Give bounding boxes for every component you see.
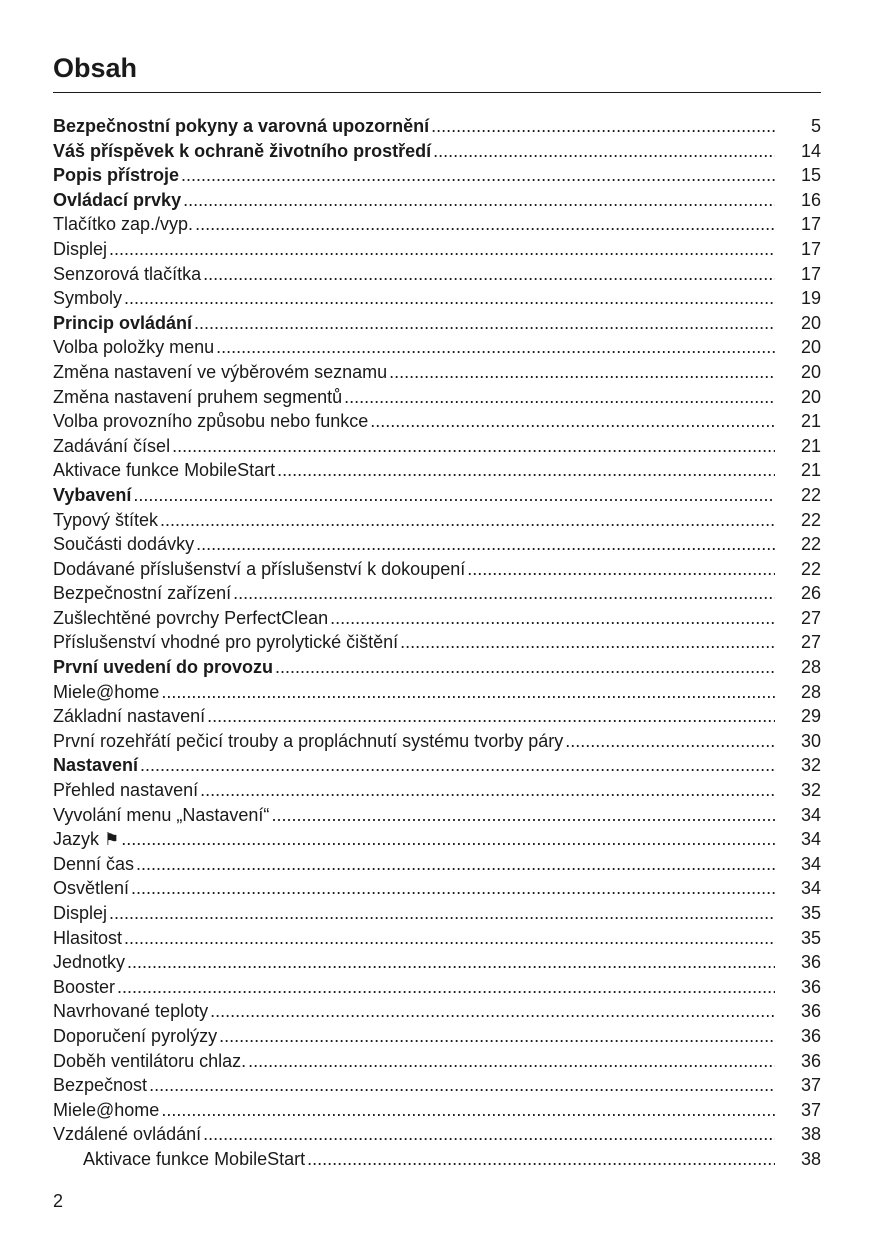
flag-icon: ⚑ bbox=[104, 830, 120, 850]
toc-entry-label bbox=[53, 139, 431, 164]
toc-entry-label bbox=[53, 999, 208, 1024]
toc-entry-label bbox=[53, 360, 387, 385]
toc-entry[interactable] bbox=[53, 458, 821, 483]
toc-entry-label bbox=[53, 335, 214, 360]
toc-entry[interactable] bbox=[53, 508, 821, 533]
toc-entry[interactable] bbox=[53, 360, 821, 385]
toc-entry-text: Ovládací prvky bbox=[53, 189, 182, 210]
toc-entry-text: Aktivace funkce MobileStart bbox=[83, 1148, 306, 1169]
toc-leader-dots bbox=[181, 163, 775, 188]
toc-entry[interactable] bbox=[53, 581, 821, 606]
toc-leader-dots bbox=[467, 557, 775, 582]
toc-leader-dots bbox=[344, 385, 775, 410]
toc-entry-label bbox=[53, 950, 125, 975]
toc-entry[interactable] bbox=[53, 1073, 821, 1098]
toc-entry-page: 16 bbox=[800, 189, 821, 210]
toc-entry-text: Vzdálené ovládání bbox=[53, 1124, 202, 1145]
toc-entry-page: 35 bbox=[800, 903, 821, 923]
toc-leader-dots bbox=[370, 409, 775, 434]
toc-entry-text: Popis přístroje bbox=[53, 165, 180, 186]
toc-entry-text: Vybavení bbox=[53, 484, 132, 505]
toc-leader-dots bbox=[210, 999, 775, 1024]
toc-entry-page: 17 bbox=[800, 263, 821, 284]
toc-entry-label bbox=[53, 1073, 147, 1098]
toc-leader-dots bbox=[161, 680, 775, 705]
toc-entry-text: Princip ovládání bbox=[53, 312, 193, 333]
toc-entry-page: 5 bbox=[810, 116, 821, 136]
toc-leader-dots bbox=[248, 1049, 775, 1074]
toc-leader-dots bbox=[431, 114, 775, 139]
toc-entry[interactable] bbox=[53, 655, 821, 680]
toc-entry-text: Miele@home bbox=[53, 681, 160, 702]
page-title: Obsah bbox=[53, 53, 138, 83]
toc-leader-dots bbox=[275, 655, 775, 680]
toc-entry[interactable] bbox=[53, 876, 821, 901]
toc-entry-text: Vyvolání menu „Nastavení“ bbox=[53, 804, 270, 825]
toc-entry-page: 38 bbox=[800, 1124, 821, 1145]
toc-entry-text: Tlačítko zap./vyp. bbox=[53, 214, 194, 235]
toc-entry[interactable] bbox=[53, 1147, 821, 1172]
toc-leader-dots bbox=[172, 434, 775, 459]
toc-entry-page: 17 bbox=[800, 214, 821, 235]
toc-entry-text: Typový štítek bbox=[53, 509, 159, 530]
toc-entry[interactable] bbox=[53, 434, 821, 459]
toc-entry-text: Navrhované teploty bbox=[53, 1001, 209, 1022]
toc-entry-label bbox=[53, 532, 194, 557]
toc-entry-page: 36 bbox=[800, 1001, 821, 1022]
toc-entry-text: Doporučení pyrolýzy bbox=[53, 1025, 218, 1046]
toc-entry-label bbox=[53, 1147, 305, 1172]
toc-leader-dots bbox=[140, 753, 775, 778]
toc-entry-page: 27 bbox=[800, 607, 821, 628]
toc-entry[interactable] bbox=[53, 163, 821, 188]
toc-entry-text: Zadávání čísel bbox=[53, 435, 171, 456]
toc-leader-dots bbox=[219, 1024, 775, 1049]
toc-entry-text: Bezpečnostní zařízení bbox=[53, 583, 232, 604]
toc-entry-page: 32 bbox=[800, 755, 821, 776]
toc-leader-dots bbox=[565, 729, 775, 754]
toc-entry-text: Nastavení bbox=[53, 755, 139, 776]
toc-entry-label bbox=[53, 163, 179, 188]
toc-leader-dots bbox=[200, 778, 775, 803]
toc-entry-label bbox=[53, 606, 328, 631]
toc-entry-label bbox=[53, 212, 193, 237]
toc-entry[interactable] bbox=[53, 901, 821, 926]
toc-entry-page: 22 bbox=[800, 509, 821, 530]
toc-entry-text: První rozehřátí pečicí trouby a propláchnutí systému tvorby páry bbox=[53, 730, 564, 751]
toc-entry-page: 28 bbox=[800, 657, 821, 678]
toc-entry-text: Denní čas bbox=[53, 853, 135, 874]
toc-entry-page: 22 bbox=[800, 534, 821, 555]
toc-entry-page: 21 bbox=[800, 460, 821, 481]
toc-entry-text: Hlasitost bbox=[53, 927, 123, 948]
toc-entry-label bbox=[53, 581, 231, 606]
toc-entry-page: 36 bbox=[800, 952, 821, 973]
toc-leader-dots bbox=[203, 1122, 775, 1147]
toc-entry-text: Doběh ventilátoru chlaz. bbox=[53, 1050, 247, 1071]
toc-entry-page: 36 bbox=[800, 1025, 821, 1046]
toc-entry[interactable] bbox=[53, 704, 821, 729]
toc-entry[interactable] bbox=[53, 532, 821, 557]
toc-entry-label bbox=[53, 557, 465, 582]
toc-entry-page: 21 bbox=[800, 411, 821, 432]
toc-entry-page: 34 bbox=[800, 853, 821, 874]
toc-entry-page: 36 bbox=[800, 1050, 821, 1071]
toc-leader-dots bbox=[330, 606, 775, 631]
title-divider bbox=[53, 92, 821, 93]
toc-entry[interactable] bbox=[53, 139, 821, 164]
toc-entry[interactable] bbox=[53, 630, 821, 655]
toc-entry-label bbox=[53, 753, 138, 778]
toc-leader-dots bbox=[133, 483, 775, 508]
toc-leader-dots bbox=[183, 188, 775, 213]
toc-entry-page: 35 bbox=[800, 927, 821, 948]
toc-entry-label bbox=[53, 458, 275, 483]
toc-entry-label bbox=[53, 188, 181, 213]
toc-entry-page: 30 bbox=[800, 730, 821, 751]
toc-leader-dots bbox=[233, 581, 775, 606]
toc-entry-text: Senzorová tlačítka bbox=[53, 263, 202, 284]
toc-entry-label bbox=[53, 630, 398, 655]
toc-entry[interactable] bbox=[53, 606, 821, 631]
toc-entry[interactable] bbox=[53, 999, 821, 1024]
toc-entry[interactable] bbox=[53, 188, 821, 213]
toc-entry[interactable] bbox=[53, 753, 821, 778]
toc-entry-label bbox=[53, 237, 107, 262]
toc-entry-label bbox=[53, 680, 159, 705]
toc-leader-dots bbox=[136, 852, 775, 877]
toc-entry-page: 32 bbox=[800, 780, 821, 801]
toc-entry[interactable] bbox=[53, 335, 821, 360]
toc-entry-page: 20 bbox=[800, 361, 821, 382]
toc-entry-label bbox=[53, 1049, 246, 1074]
toc-entry[interactable] bbox=[53, 1122, 821, 1147]
toc-entry-page: 22 bbox=[800, 558, 821, 579]
toc-entry[interactable] bbox=[53, 557, 821, 582]
toc-entry-page: 34 bbox=[800, 804, 821, 825]
toc-entry-page: 22 bbox=[800, 484, 821, 505]
toc-entry-page: 19 bbox=[800, 288, 821, 309]
toc-entry[interactable] bbox=[53, 286, 821, 311]
toc-entry-text: Bezpečnostní pokyny a varovná upozornění bbox=[53, 116, 430, 136]
toc-entry-label bbox=[53, 483, 131, 508]
toc-entry-label bbox=[53, 876, 129, 901]
toc-leader-dots bbox=[109, 237, 775, 262]
toc-entry-label bbox=[53, 434, 170, 459]
toc-entry[interactable] bbox=[53, 1098, 821, 1123]
toc-leader-dots bbox=[400, 630, 775, 655]
toc-entry-label bbox=[53, 852, 134, 877]
toc-leader-dots bbox=[127, 950, 775, 975]
toc-leader-dots bbox=[160, 508, 775, 533]
toc-entry-label bbox=[53, 385, 342, 410]
toc-entry-page: 15 bbox=[800, 165, 821, 186]
toc-entry-text: Změna nastavení pruhem segmentů bbox=[53, 386, 343, 407]
toc-entry-text: Jazyk bbox=[53, 829, 100, 850]
toc-entry[interactable] bbox=[53, 311, 821, 336]
toc-leader-dots bbox=[389, 360, 775, 385]
toc-entry-page: 34 bbox=[800, 829, 821, 850]
toc-entry-page: 37 bbox=[800, 1099, 821, 1120]
toc-entry-page: 28 bbox=[800, 681, 821, 702]
toc-entry[interactable] bbox=[53, 409, 821, 434]
toc-entry-label bbox=[53, 262, 201, 287]
toc-entry[interactable] bbox=[53, 680, 821, 705]
toc-entry[interactable] bbox=[53, 852, 821, 877]
toc-entry-page: 14 bbox=[800, 140, 821, 161]
toc-leader-dots bbox=[124, 926, 775, 951]
toc-leader-dots bbox=[124, 286, 775, 311]
toc-entry-page: 26 bbox=[800, 583, 821, 604]
toc-entry-label bbox=[53, 778, 198, 803]
toc-entry-page: 20 bbox=[800, 337, 821, 358]
toc-entry-label bbox=[53, 827, 119, 853]
toc-entry-text: Přehled nastavení bbox=[53, 780, 199, 801]
toc-entry[interactable] bbox=[53, 114, 821, 139]
toc-entry-page: 37 bbox=[800, 1075, 821, 1096]
toc-leader-dots bbox=[307, 1147, 775, 1172]
toc-entry-text: Symboly bbox=[53, 288, 123, 309]
toc-entry-text: Volba provozního způsobu nebo funkce bbox=[53, 411, 369, 432]
toc-leader-dots bbox=[207, 704, 775, 729]
toc-leader-dots bbox=[149, 1073, 775, 1098]
toc-leader-dots bbox=[271, 803, 775, 828]
toc-entry-page: 34 bbox=[800, 878, 821, 899]
toc-entry-text: Displej bbox=[53, 903, 108, 923]
page-number: 2 bbox=[53, 1191, 64, 1211]
toc-entry-page: 17 bbox=[800, 238, 821, 259]
toc-entry[interactable] bbox=[53, 1024, 821, 1049]
toc-entry-label bbox=[53, 1122, 201, 1147]
toc-leader-dots bbox=[109, 901, 775, 926]
toc-entry-text: Základní nastavení bbox=[53, 706, 206, 727]
toc-entry-label bbox=[53, 1024, 217, 1049]
toc-entry[interactable] bbox=[53, 729, 821, 754]
toc-leader-dots bbox=[433, 139, 775, 164]
toc-entry-label bbox=[53, 508, 158, 533]
toc-leader-dots bbox=[203, 262, 775, 287]
toc-entry-text: Bezpečnost bbox=[53, 1075, 148, 1096]
toc-entry[interactable] bbox=[53, 975, 821, 1000]
toc-leader-dots bbox=[194, 311, 775, 336]
toc-entry-page: 38 bbox=[800, 1148, 821, 1169]
toc-leader-dots bbox=[121, 827, 775, 852]
toc-entry[interactable] bbox=[53, 262, 821, 287]
toc-entry-label bbox=[53, 901, 107, 926]
toc-leader-dots bbox=[196, 532, 775, 557]
toc-entry-text: Zušlechtěné povrchy PerfectClean bbox=[53, 607, 329, 628]
toc-leader-dots bbox=[131, 876, 775, 901]
toc-entry-page: 20 bbox=[800, 386, 821, 407]
toc-entry-text: Displej bbox=[53, 238, 108, 259]
toc-entry-label bbox=[53, 1098, 159, 1123]
toc-entry-label bbox=[53, 704, 205, 729]
toc-leader-dots bbox=[216, 335, 775, 360]
toc-entry-text: Váš příspěvek k ochraně životního prostředí bbox=[53, 140, 432, 161]
toc-entry[interactable] bbox=[53, 926, 821, 951]
toc-entry[interactable] bbox=[53, 803, 821, 828]
toc-leader-dots bbox=[195, 212, 775, 237]
toc-entry-text: Volba položky menu bbox=[53, 337, 215, 358]
toc-entry[interactable] bbox=[53, 950, 821, 975]
toc-entry-text: Příslušenství vhodné pro pyrolytické čištění bbox=[53, 632, 399, 653]
toc-entry[interactable] bbox=[53, 237, 821, 262]
toc-entry-page: 29 bbox=[800, 706, 821, 727]
toc-entry-page: 20 bbox=[800, 312, 821, 333]
toc-entry-label bbox=[53, 655, 273, 680]
toc-entry-text: Osvětlení bbox=[53, 878, 130, 899]
toc-entry-text: Změna nastavení ve výběrovém seznamu bbox=[53, 361, 388, 382]
toc-entry[interactable] bbox=[53, 212, 821, 237]
toc-entry-text: Miele@home bbox=[53, 1099, 160, 1120]
toc-entry-label bbox=[53, 729, 563, 754]
toc-entry-text: Dodávané příslušenství a příslušenství k dokoupení bbox=[53, 558, 466, 579]
toc-entry[interactable] bbox=[53, 483, 821, 508]
toc-entry[interactable] bbox=[53, 827, 821, 852]
toc-entry-text: První uvedení do provozu bbox=[53, 657, 274, 678]
toc-entry-text: Jednotky bbox=[53, 952, 126, 973]
toc-entry[interactable] bbox=[53, 778, 821, 803]
toc-entry-label bbox=[53, 409, 368, 434]
toc-entry-page: 21 bbox=[800, 435, 821, 456]
table-of-contents bbox=[53, 114, 821, 1172]
toc-entry[interactable] bbox=[53, 1049, 821, 1074]
toc-entry-label bbox=[53, 286, 122, 311]
toc-leader-dots bbox=[277, 458, 775, 483]
toc-entry[interactable] bbox=[53, 385, 821, 410]
toc-entry-text: Aktivace funkce MobileStart bbox=[53, 460, 276, 481]
toc-entry-label bbox=[53, 926, 122, 951]
toc-entry-page: 36 bbox=[800, 976, 821, 997]
toc-entry-label bbox=[53, 975, 115, 1000]
toc-entry-label bbox=[53, 311, 192, 336]
toc-leader-dots bbox=[161, 1098, 775, 1123]
toc-entry-text: Booster bbox=[53, 976, 116, 997]
toc-entry-text: Součásti dodávky bbox=[53, 534, 195, 555]
toc-entry-page: 27 bbox=[800, 632, 821, 653]
toc-leader-dots bbox=[117, 975, 775, 1000]
toc-entry-label bbox=[53, 803, 269, 828]
toc-entry-label bbox=[53, 114, 429, 139]
